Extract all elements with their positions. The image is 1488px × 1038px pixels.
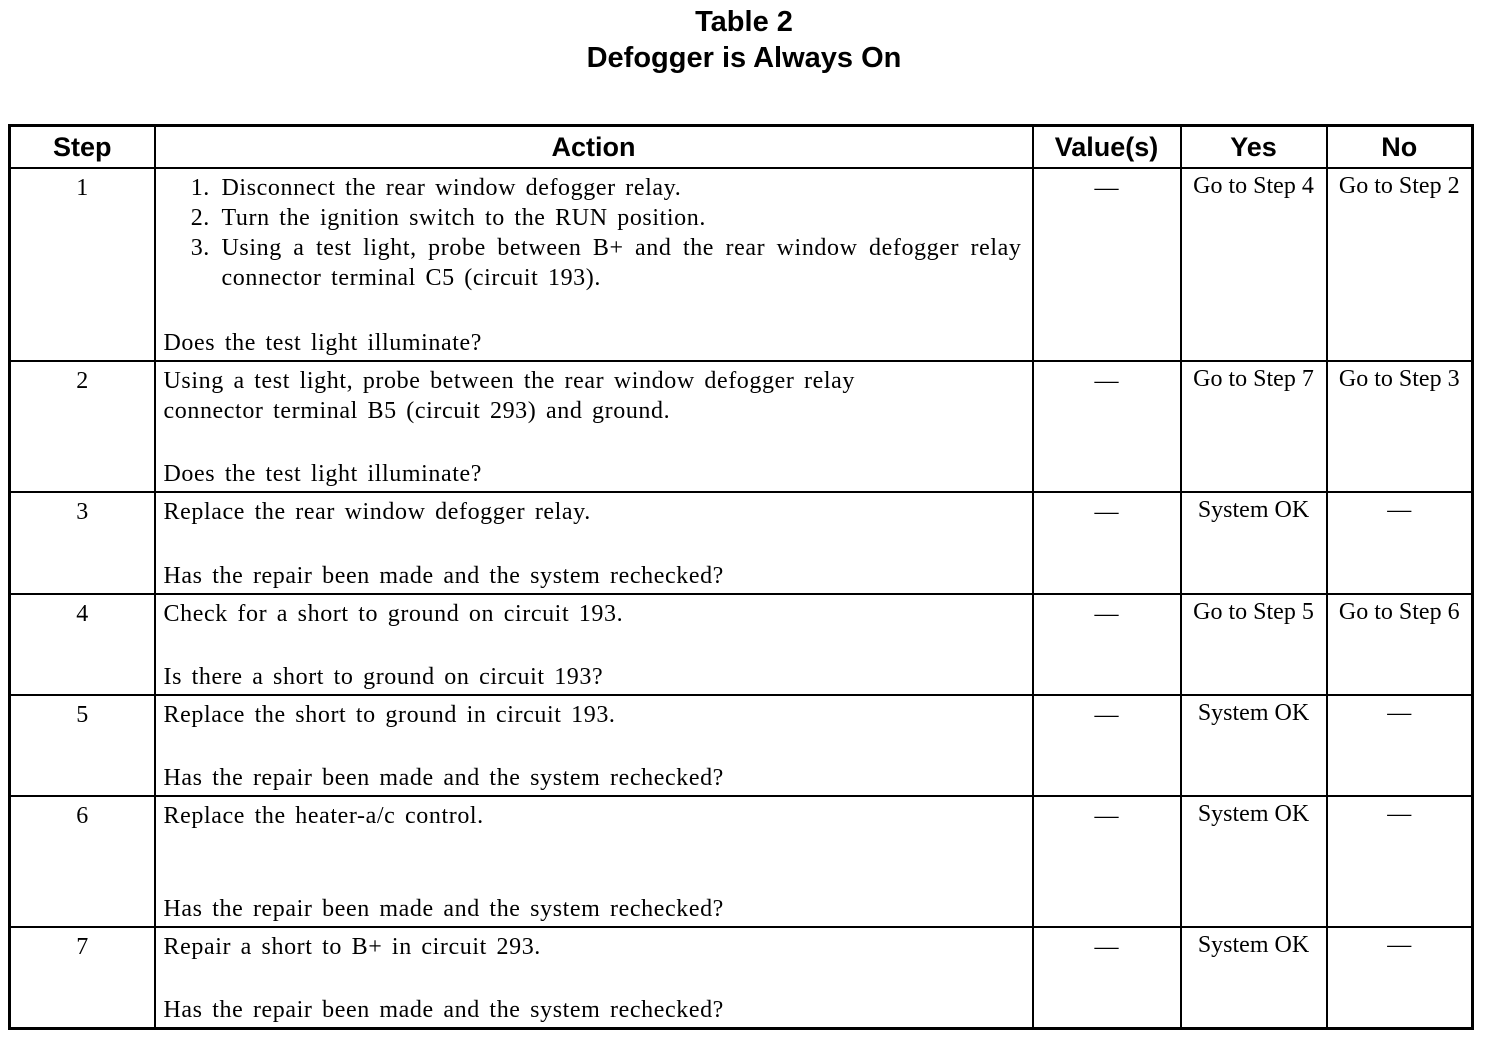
yes-result: Go to Step 5 [1181,594,1327,695]
table-row [10,594,1473,695]
action-question: Has the repair been made and the system rechecked? [163,563,724,589]
step-number: 1 [10,168,155,361]
action-cell [155,361,1033,492]
action-cell [155,796,1033,927]
step-number: 4 [10,594,155,695]
no-result: Go to Step 2 [1327,168,1473,361]
diagnostic-steps-table [8,124,1474,1030]
action-text: Check for a short to ground on circuit 193. [163,601,624,627]
yes-result: System OK [1181,927,1327,1028]
header-no: No [1327,126,1473,169]
action-step-item: 1. Disconnect the rear window defogger relay. [220,173,1022,203]
value-cell: — [1033,594,1181,695]
no-result: — [1327,695,1473,796]
table-title-subject: Defogger is Always On [586,42,902,74]
table-row [10,361,1473,492]
action-question: Has the repair been made and the system rechecked? [163,765,724,791]
action-cell [155,168,1033,361]
action-question: Has the repair been made and the system rechecked? [163,896,724,922]
header-action: Action [155,126,1033,169]
action-question: Is there a short to ground on circuit 193? [163,664,604,690]
table-row [10,927,1473,1028]
table-row [10,168,1473,361]
yes-result: System OK [1181,695,1327,796]
header-yes: Yes [1181,126,1327,169]
action-text: Replace the short to ground in circuit 193. [163,702,616,728]
table-header-row [10,126,1473,169]
action-cell [155,594,1033,695]
value-cell: — [1033,168,1181,361]
yes-result: Go to Step 4 [1181,168,1327,361]
step-number: 3 [10,492,155,594]
table-title-number: Table 2 [695,6,793,38]
value-cell: — [1033,796,1181,927]
table-row [10,695,1473,796]
header-values: Value(s) [1033,126,1181,169]
no-result: — [1327,927,1473,1028]
action-steps-list [164,173,1022,293]
action-text: Repair a short to B+ in circuit 293. [163,934,541,960]
value-cell: — [1033,927,1181,1028]
value-cell: — [1033,492,1181,594]
value-cell: — [1033,695,1181,796]
step-number: 7 [10,927,155,1028]
action-cell [155,695,1033,796]
yes-result: Go to Step 7 [1181,361,1327,492]
action-question: Does the test light illuminate? [163,330,483,356]
step-number: 6 [10,796,155,927]
action-question: Does the test light illuminate? [163,461,483,487]
action-step-item: 2. Turn the ignition switch to the RUN position. [220,203,1022,233]
action-text: Using a test light, probe between the rear window defogger relay connector terminal B5 (circuit 293) and ground. [163,368,856,424]
action-text: Replace the heater-a/c control. [163,803,484,829]
value-cell: — [1033,361,1181,492]
action-cell [155,492,1033,594]
table-body [10,168,1473,1028]
no-result: — [1327,796,1473,927]
no-result: — [1327,492,1473,594]
step-number: 2 [10,361,155,492]
action-text: Replace the rear window defogger relay. [163,499,591,525]
yes-result: System OK [1181,492,1327,594]
table-row [10,492,1473,594]
no-result: Go to Step 6 [1327,594,1473,695]
step-number: 5 [10,695,155,796]
table-row [10,796,1473,927]
table-title [0,4,1488,76]
action-question: Has the repair been made and the system rechecked? [163,996,724,1023]
header-step: Step [10,126,155,169]
no-result: Go to Step 3 [1327,361,1473,492]
yes-result: System OK [1181,796,1327,927]
action-step-item: 3. Using a test light, probe between B+ and the rear window defogger relay connector terminal C5 (circuit 193). [220,233,1022,293]
action-cell [155,927,1033,1028]
